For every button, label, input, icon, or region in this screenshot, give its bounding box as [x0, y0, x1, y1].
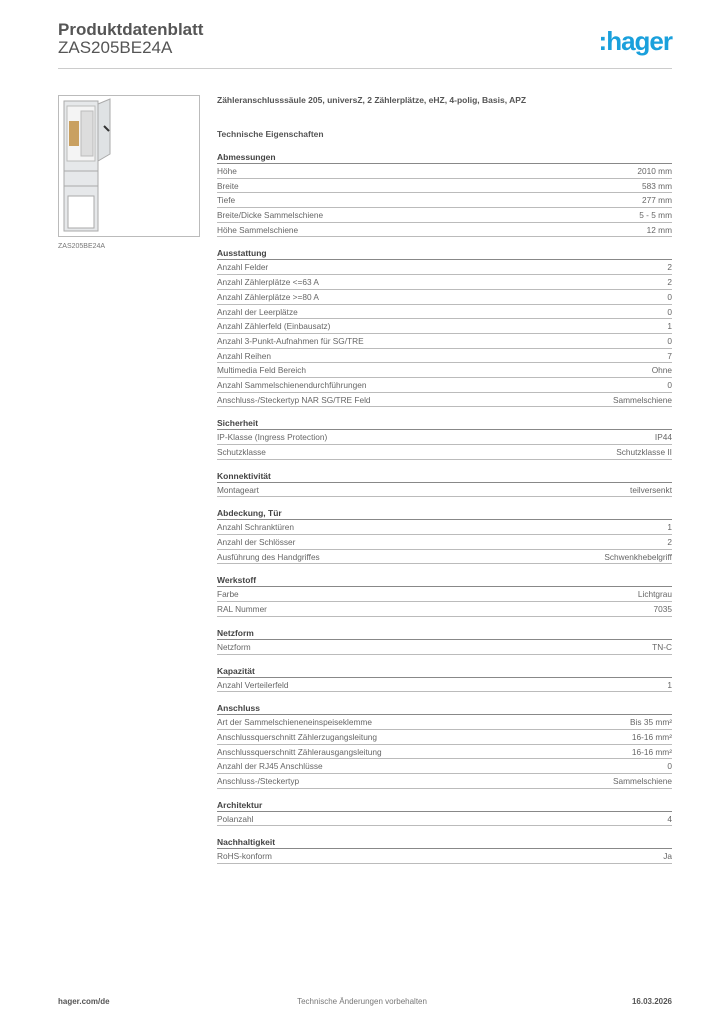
- spec-value: 2: [667, 277, 672, 288]
- spec-row: [217, 759, 672, 774]
- section-kapazität: [217, 655, 672, 693]
- section-heading: Konnektivität: [217, 460, 672, 483]
- spec-row: [217, 550, 672, 565]
- spec-row: [217, 275, 672, 290]
- section-ausstattung: [217, 237, 672, 407]
- spec-value: Schutzklasse II: [616, 447, 672, 457]
- spec-label: Multimedia Feld Bereich: [217, 365, 306, 376]
- section-heading: Nachhaltigkeit: [217, 826, 672, 849]
- spec-row: [217, 730, 672, 745]
- spec-content: [217, 95, 672, 864]
- spec-row: [217, 535, 672, 550]
- spec-label: Montageart: [217, 484, 259, 495]
- section-heading: Sicherheit: [217, 407, 672, 430]
- spec-row: [217, 193, 672, 208]
- spec-row: [217, 715, 672, 730]
- spec-row: [217, 745, 672, 760]
- section-netzform: [217, 617, 672, 655]
- spec-label: RoHS-konform: [217, 851, 272, 862]
- spec-value: Ja: [663, 851, 672, 862]
- spec-row: [217, 378, 672, 393]
- section-nachhaltigkeit: [217, 826, 672, 864]
- spec-value: 583 mm: [642, 180, 672, 191]
- section-anschluss: [217, 692, 672, 788]
- spec-value: Schwenkhebelgriff: [604, 551, 672, 562]
- spec-row: [217, 164, 672, 179]
- spec-value: 2: [667, 537, 672, 548]
- product-description: Zähleranschlusssäule 205, universZ, 2 Zählerplätze, eHZ, 4-polig, Basis, APZ: [217, 95, 527, 105]
- spec-value: 277 mm: [642, 195, 672, 206]
- footer-website: hager.com/de: [58, 997, 110, 1006]
- spec-row: [217, 602, 672, 617]
- spec-label: Anzahl der Schlösser: [217, 537, 296, 548]
- spec-row: [217, 430, 672, 445]
- spec-label: Breite: [217, 180, 239, 191]
- spec-label: Anschlussquerschnitt Zählerzugangsleitung: [217, 731, 378, 742]
- spec-row: [217, 290, 672, 305]
- spec-label: Anschluss-/Steckertyp: [217, 775, 300, 786]
- section-heading: Anschluss: [217, 692, 672, 715]
- spec-row: [217, 305, 672, 320]
- product-code: ZAS205BE24A: [58, 38, 173, 57]
- spec-value: 2010 mm: [637, 166, 672, 176]
- spec-value: 0: [667, 761, 672, 772]
- spec-value: 0: [667, 291, 672, 302]
- spec-value: 0: [667, 335, 672, 346]
- spec-value: Bis 35 mm²: [630, 717, 672, 728]
- spec-label: IP-Klasse (Ingress Protection): [217, 432, 328, 443]
- section-sicherheit: [217, 407, 672, 459]
- spec-label: Anzahl Zählerplätze <=63 A: [217, 277, 319, 288]
- spec-row: [217, 319, 672, 334]
- page-title: Produktdatenblatt: [58, 20, 204, 39]
- section-heading: Kapazität: [217, 655, 672, 678]
- spec-value: IP44: [654, 432, 672, 443]
- spec-label: Breite/Dicke Sammelschiene: [217, 210, 324, 221]
- spec-label: Anzahl Felder: [217, 262, 269, 273]
- spec-label: Höhe Sammelschiene: [217, 224, 299, 235]
- spec-label: Anschluss-/Steckertyp NAR SG/TRE Feld: [217, 394, 371, 405]
- hager-logo: :hager: [598, 26, 672, 56]
- spec-row: [217, 208, 672, 223]
- spec-label: Anzahl 3-Punkt-Aufnahmen für SG/TRE: [217, 335, 364, 346]
- spec-row: [217, 678, 672, 693]
- footer-date: 16.03.2026: [631, 997, 672, 1006]
- spec-value: 4: [667, 813, 672, 824]
- spec-value: 1: [667, 321, 672, 332]
- spec-row: [217, 640, 672, 655]
- spec-label: Ausführung des Handgriffes: [217, 551, 320, 562]
- spec-value: 12 mm: [646, 224, 672, 235]
- spec-label: Farbe: [217, 589, 239, 600]
- spec-label: Anzahl Zählerfeld (Einbausatz): [217, 321, 331, 332]
- spec-value: 7: [667, 350, 672, 361]
- spec-row: [217, 393, 672, 408]
- spec-value: Ohne: [651, 365, 672, 376]
- spec-value: 7035: [653, 604, 672, 615]
- spec-label: Anzahl Sammelschienendurchführungen: [217, 379, 367, 390]
- section-architektur: [217, 789, 672, 827]
- section-heading: Abdeckung, Tür: [217, 497, 672, 520]
- spec-row: [217, 223, 672, 238]
- spec-row: [217, 520, 672, 535]
- spec-row: [217, 445, 672, 460]
- spec-label: Anzahl der RJ45 Anschlüsse: [217, 761, 323, 772]
- spec-value: 2: [667, 262, 672, 273]
- spec-value: Lichtgrau: [637, 589, 672, 600]
- spec-row: [217, 849, 672, 864]
- spec-row: [217, 334, 672, 349]
- section-heading: Netzform: [217, 617, 672, 640]
- spec-row: [217, 812, 672, 827]
- spec-value: teilversenkt: [630, 484, 672, 495]
- spec-value: 5 - 5 mm: [639, 210, 672, 221]
- spec-row: [217, 260, 672, 275]
- spec-label: Anzahl Verteilerfeld: [217, 679, 289, 690]
- section-heading: Architektur: [217, 789, 672, 812]
- section-abmessungen: [217, 143, 672, 237]
- image-caption: ZAS205BE24A: [58, 243, 106, 250]
- spec-value: 16-16 mm²: [631, 746, 672, 757]
- spec-row: [217, 483, 672, 498]
- section-abdeckung-tür: [217, 497, 672, 564]
- spec-label: Schutzklasse: [217, 447, 266, 457]
- spec-row: [217, 179, 672, 194]
- spec-label: RAL Nummer: [217, 604, 267, 615]
- spec-value: 0: [667, 306, 672, 317]
- section-heading: Ausstattung: [217, 237, 672, 260]
- spec-value: 1: [667, 679, 672, 690]
- spec-label: Höhe: [217, 166, 237, 176]
- spec-label: Tiefe: [217, 195, 236, 206]
- section-werkstoff: [217, 564, 672, 616]
- section-heading: Werkstoff: [217, 564, 672, 587]
- spec-label: Anzahl Reihen: [217, 350, 271, 361]
- spec-value: 0: [667, 379, 672, 390]
- spec-label: Netzform: [217, 641, 251, 652]
- spec-row: [217, 774, 672, 789]
- spec-label: Anschlussquerschnitt Zählerausgangsleitung: [217, 746, 382, 757]
- spec-value: Sammelschiene: [612, 775, 672, 786]
- footer-note: Technische Änderungen vorbehalten: [297, 997, 427, 1006]
- spec-label: Polanzahl: [217, 813, 254, 824]
- spec-value: 1: [667, 522, 672, 533]
- spec-label: Anzahl der Leerplätze: [217, 306, 298, 317]
- header-divider: [58, 68, 672, 69]
- tech-heading: Technische Eigenschaften: [217, 129, 324, 139]
- product-image: [58, 95, 200, 237]
- spec-label: Anzahl Zählerplätze >=80 A: [217, 291, 319, 302]
- spec-row: [217, 349, 672, 364]
- spec-label: Art der Sammelschieneneinspeiseklemme: [217, 717, 372, 728]
- section-heading: Abmessungen: [217, 143, 672, 164]
- spec-row: [217, 587, 672, 602]
- spec-label: Anzahl Schranktüren: [217, 522, 295, 533]
- section-konnektivität: [217, 460, 672, 498]
- spec-value: 16-16 mm²: [631, 731, 672, 742]
- spec-value: TN-C: [652, 641, 672, 652]
- spec-row: [217, 363, 672, 378]
- spec-value: Sammelschiene: [612, 394, 672, 405]
